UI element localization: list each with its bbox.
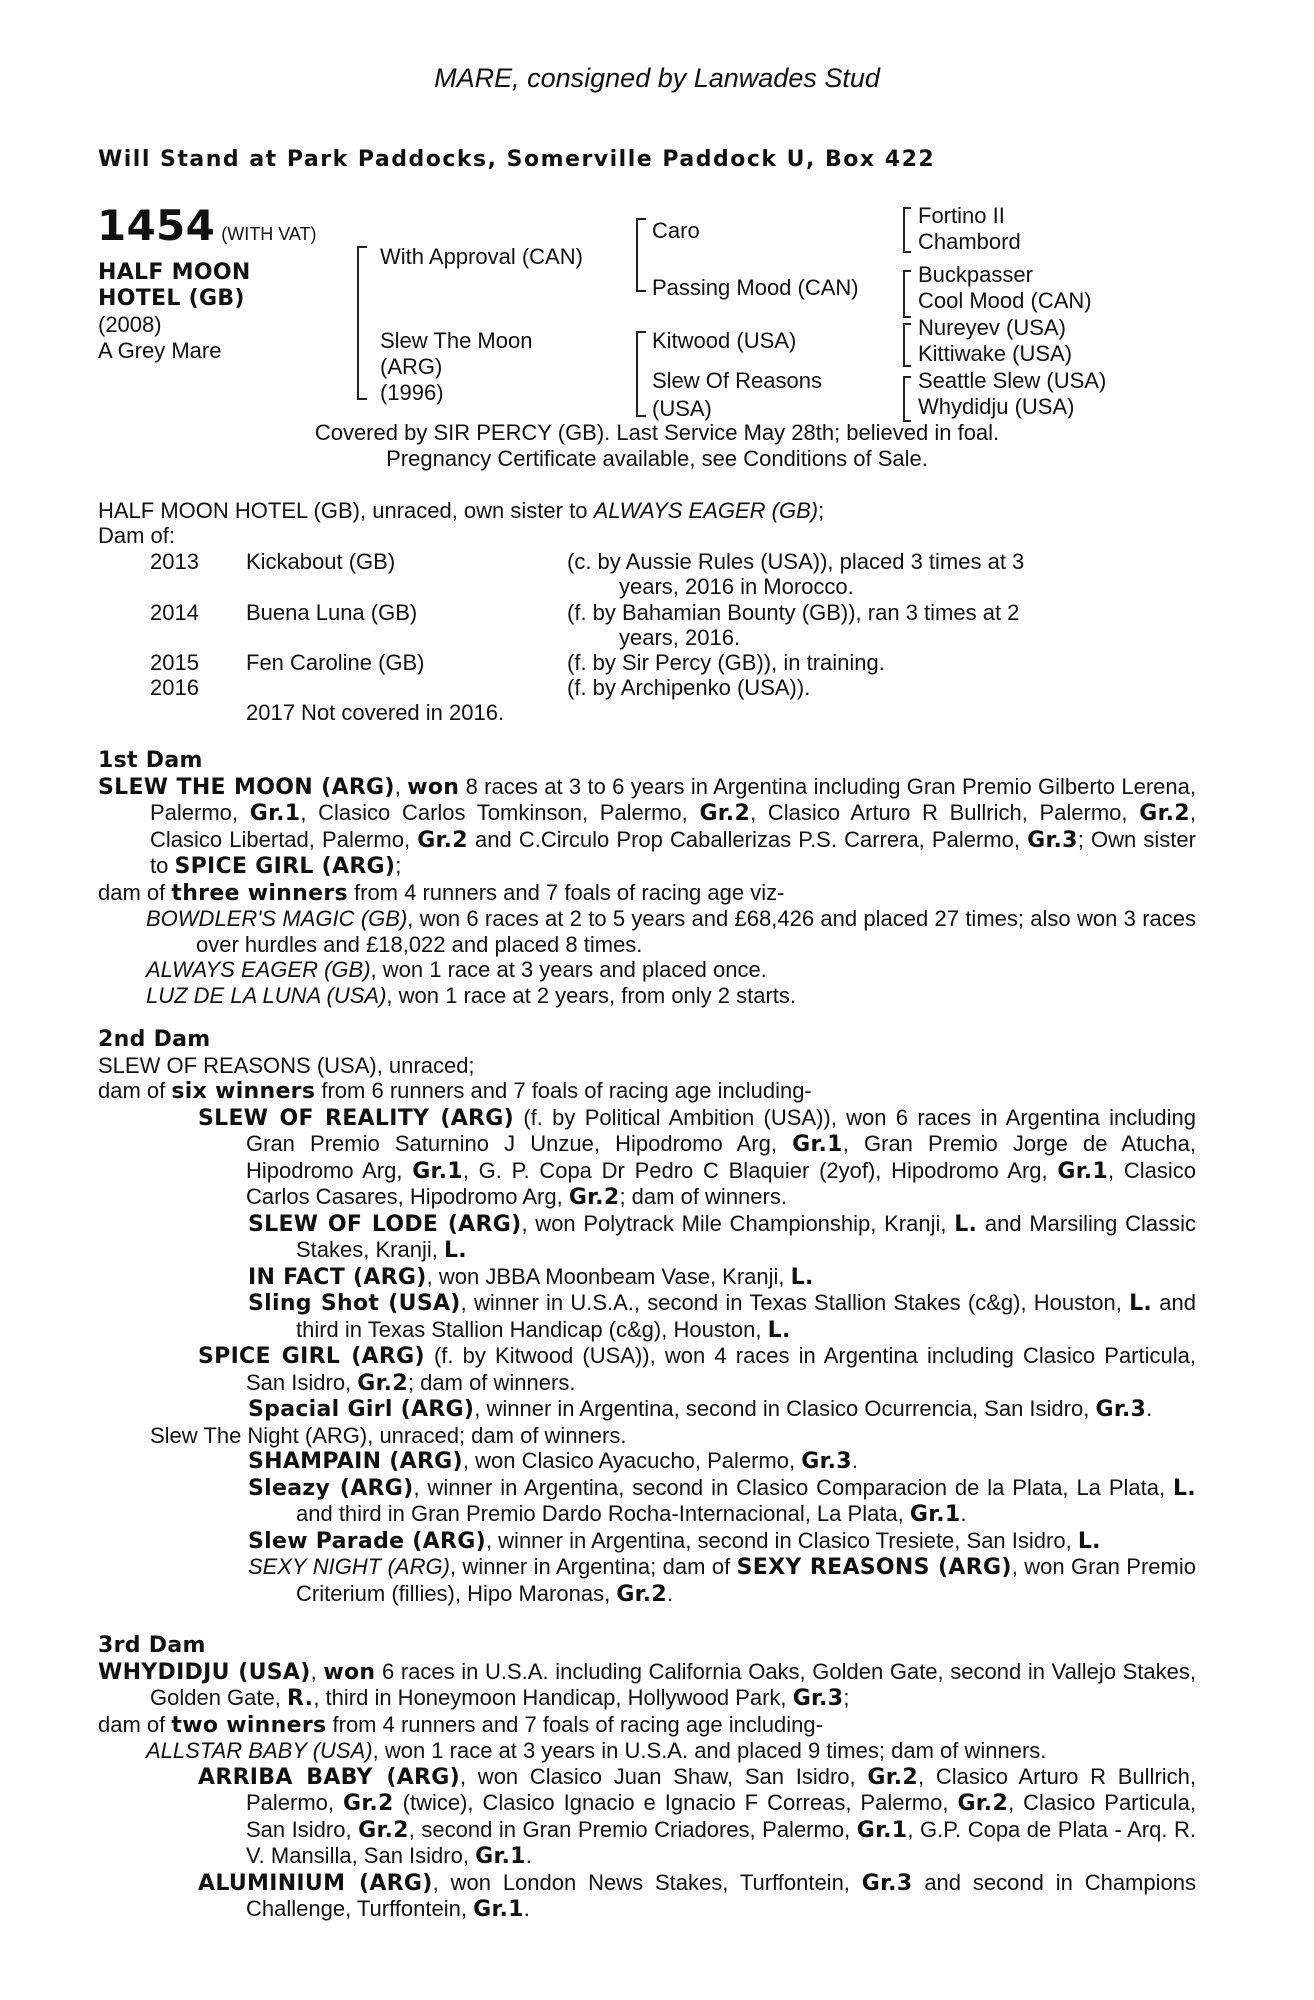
runner-text: , won 1 race at 3 years in U.S.A. and placed 9 times; dam of winners. (372, 1738, 1047, 1763)
text: dam of (98, 1711, 166, 1737)
runner-text: and second in Champions Challenge, Turffontein, (246, 1869, 1196, 1921)
grade: L. (1172, 1475, 1196, 1501)
won-label: won (323, 1659, 376, 1685)
runner-item (98, 1528, 1196, 1555)
horse-description: A Grey Mare (98, 338, 222, 363)
dam-sire: Kitwood (USA) (652, 328, 797, 353)
runner-text: (twice), Clasico Ignacio e Ignacio F Correas, Palermo, (402, 1790, 949, 1815)
location-line: Will Stand at Park Paddocks, Somerville Paddock U, Box 422 (98, 147, 936, 172)
runner-name: Spacial Girl (ARG) (248, 1397, 475, 1422)
sds: Buckpasser (918, 262, 1033, 287)
runner-text: , won Clasico Ayacucho, Palermo, (462, 1448, 796, 1473)
first-dam-heading: 1st Dam (98, 748, 203, 773)
runner-item (98, 1396, 1196, 1423)
runner-text: , won 6 races at 2 to 5 years and £68,426 and placed 27 times; also won 3 races over hurdles and £18,022 and placed 8 times. (196, 906, 1196, 957)
text: dam of (98, 879, 166, 905)
produce-note: (c. by Aussie Rules (USA)), placed 3 times at 3 (567, 549, 1025, 574)
produce-year: 2014 (150, 600, 199, 625)
runner-text: , Clasico Particula, San Isidro, (246, 1790, 1196, 1842)
second-dam-line: SLEW OF REASONS (USA), unraced; (98, 1052, 475, 1078)
punct: . (525, 1843, 532, 1868)
runner-name: SEXY NIGHT (ARG) (248, 1554, 450, 1579)
intro-sister: ALWAYS EAGER (GB) (593, 498, 819, 523)
second-dam-daughter: Slew The Night (ARG), unraced; dam of winners. (150, 1422, 627, 1448)
sire: With Approval (CAN) (380, 244, 583, 269)
runner-name: BOWDLER'S MAGIC (GB) (146, 906, 408, 931)
dds: Seattle Slew (USA) (918, 368, 1107, 393)
runner-text: , won London News Stakes, Turffontein, (432, 1869, 850, 1895)
dsd: Kittiwake (USA) (918, 341, 1073, 366)
record-text: and C.Circulo Prop Caballerizas P.S. Carrera, Palermo, (474, 826, 1020, 852)
record-text: , Clasico Libertad, Palermo, (150, 800, 1196, 852)
punct: . (1146, 1396, 1153, 1421)
first-dam-produce-summary (98, 880, 1196, 907)
third-dam-name: WHYDIDJU (USA) (98, 1659, 311, 1685)
runner-name: SHAMPAIN (ARG) (248, 1449, 463, 1474)
punct: . (523, 1896, 530, 1921)
pedigree-brace-1 (357, 246, 367, 400)
pedigree-brace-2b (636, 331, 646, 417)
grade: Gr.2 (1139, 801, 1190, 826)
runner-text: , won JBBA Moonbeam Vase, Kranji, (426, 1263, 785, 1289)
grade: R. (287, 1686, 314, 1711)
runner-text: ; dam of winners. (407, 1369, 576, 1395)
grade: Gr.3 (792, 1686, 844, 1711)
runner-text: , winner in U.S.A., second in Texas Stallion Stakes (c&g), Houston, (460, 1290, 1122, 1315)
produce-note: (f. by Sir Percy (GB)), in training. (567, 650, 885, 675)
runner-text: , won Gran Premio Criterium (fillies), Hipo Maronas, (296, 1554, 1196, 1606)
punct: ; (843, 1685, 850, 1710)
second-dam-section (98, 1027, 1196, 1607)
grade: L. (790, 1264, 814, 1290)
grade: Gr.3 (1027, 827, 1078, 853)
record-text: ; Own sister to (150, 826, 1196, 878)
grade: Gr.1 (475, 1844, 526, 1869)
grade: Gr.2 (867, 1764, 919, 1790)
runner-item (98, 1448, 1196, 1475)
runner-item (98, 1211, 1196, 1264)
won-label: won (407, 774, 460, 800)
pregnancy-line: Pregnancy Certificate available, see Conditions of Sale. (386, 446, 928, 471)
produce-note: (f. by Bahamian Bounty (GB)), ran 3 times at 2 (567, 600, 1020, 625)
pedigree-brace-3c (903, 323, 911, 367)
pedigree-brace-3d (903, 376, 911, 422)
punct: . (666, 1580, 674, 1606)
record-text: , Clasico Carlos Tomkinson, Palermo, (300, 800, 688, 825)
grade: Gr.2 (357, 1370, 408, 1396)
punct: . (960, 1501, 967, 1526)
runner-name: SLEW OF LODE (ARG) (248, 1211, 522, 1237)
record-text: 6 races in U.S.A. including California Oaks, Golden Gate, second in Vallejo Stakes, Golden Gate, (150, 1658, 1196, 1710)
ddd: Whydidju (USA) (918, 394, 1075, 419)
first-dam-record (98, 774, 1196, 880)
third-dam-produce-summary (98, 1712, 1196, 1739)
intro-end: ; (818, 498, 825, 523)
winners-count: six winners (171, 1079, 316, 1104)
grade: Gr.2 (343, 1791, 394, 1816)
sdd: Cool Mood (CAN) (918, 288, 1092, 313)
text: from 6 runners and 7 foals of racing age including- (321, 1078, 812, 1103)
runner-text: and third in Texas Stallion Handicap (c&g), Houston, (296, 1290, 1196, 1342)
grade: Gr.1 (856, 1817, 908, 1843)
runner-item (98, 957, 1196, 983)
horse-name-1: HALF MOON (98, 260, 251, 285)
dss: Nureyev (USA) (918, 315, 1066, 340)
grade: Gr.3 (1095, 1397, 1147, 1422)
grade: Gr.3 (861, 1870, 913, 1896)
runner-text: , G.P. Copa de Plata - Arq. R. V. Mansilla, San Isidro, (246, 1816, 1196, 1868)
runner-item (98, 1264, 1196, 1291)
grade: Gr.2 (417, 827, 468, 853)
runner-item (98, 1105, 1196, 1211)
produce-name: Kickabout (GB) (246, 549, 396, 574)
vat-label: (WITH VAT) (221, 224, 317, 244)
punct: , (394, 773, 401, 799)
runner-text: ; dam of winners. (619, 1184, 787, 1209)
runner-text: , winner in Argentina, second in Clasico Tresiete, San Isidro, (485, 1527, 1072, 1553)
record-text: , Clasico Arturo R Bullrich, Palermo, (750, 800, 1128, 825)
punct: . (851, 1448, 858, 1473)
grade: Gr.2 (568, 1185, 620, 1210)
covered-line: Covered by SIR PERCY (GB). Last Service May 28th; believed in foal. (314, 420, 1000, 445)
runner-text: , won Clasico Juan Shaw, San Isidro, (459, 1763, 856, 1789)
pedigree-brace-2a (636, 218, 646, 292)
runner-text: , second in Gran Premio Criadores, Palermo, (408, 1816, 851, 1842)
runner-name: Sling Shot (USA) (248, 1291, 461, 1316)
dam-dam-1: Slew Of Reasons (652, 368, 822, 393)
page-title: MARE, consigned by Lanwades Stud (434, 63, 880, 93)
dam-dam-2: (USA) (652, 396, 712, 421)
runner-text: , winner in Argentina; dam of (449, 1554, 731, 1579)
grade: L. (1077, 1528, 1101, 1554)
runner-item (98, 983, 1196, 1009)
dam-of-label: Dam of: (98, 523, 176, 548)
dam-line3: (1996) (380, 380, 444, 405)
intro-line (98, 498, 824, 523)
runner-item (98, 1475, 1196, 1528)
runner-text: , won Polytrack Mile Championship, Kranji, (521, 1210, 947, 1236)
runner-text: and third in Gran Premio Dardo Rocha-Internacional, La Plata, (296, 1501, 904, 1526)
runner-text: , Clasico Arturo R Bullrich, Palermo, (246, 1763, 1197, 1815)
runner-name: Slew Parade (ARG) (248, 1528, 486, 1554)
winners-count: three winners (171, 880, 348, 906)
sister-name: SPICE GIRL (ARG) (174, 854, 396, 879)
runner-name: Sleazy (ARG) (248, 1475, 414, 1501)
runner-text: , won 1 race at 2 years, from only 2 starts. (386, 982, 797, 1008)
text: from 4 runners and 7 foals of racing age viz- (354, 879, 785, 905)
dam-line2: (ARG) (380, 354, 443, 379)
runner-name: ALUMINIUM (ARG) (198, 1870, 433, 1896)
runner-item (98, 906, 1196, 957)
pedigree-brace-3a (903, 207, 911, 253)
third-dam-heading: 3rd Dam (98, 1633, 206, 1658)
third-dam-record (98, 1659, 1196, 1712)
first-dam-section (98, 748, 1196, 1008)
runner-text: (f. by Political Ambition (USA)), won 6 races in Argentina including Gran Premio Saturnino J Unzue, Hipodromo Arg, (246, 1104, 1196, 1156)
intro-text: HALF MOON HOTEL (GB), unraced, own sister to (98, 498, 588, 523)
punct: , (310, 1658, 317, 1684)
runner-text: , won 1 race at 3 years and placed once. (370, 957, 767, 982)
runner-item (98, 1764, 1196, 1870)
produce-year: 2013 (150, 549, 199, 574)
runner-name: ALWAYS EAGER (GB) (146, 957, 371, 982)
ssd: Chambord (918, 229, 1021, 254)
produce-note: (f. by Archipenko (USA)). (567, 675, 811, 700)
second-dam-heading: 2nd Dam (98, 1027, 211, 1052)
runner-name: ARRIBA BABY (ARG) (198, 1764, 460, 1790)
horse-name-2: HOTEL (GB) (98, 286, 245, 311)
grade: Gr.2 (616, 1581, 667, 1607)
sire-dam: Passing Mood (CAN) (652, 275, 859, 300)
produce-name: Buena Luna (GB) (246, 600, 418, 625)
runner-name: SEXY REASONS (ARG) (736, 1555, 1012, 1580)
grade: L. (443, 1238, 467, 1263)
runner-text: , winner in Argentina, second in Clasico Comparacion de la Plata, La Plata, (413, 1474, 1166, 1500)
runner-name: LUZ DE LA LUNA (USA) (146, 982, 387, 1008)
produce-year: 2016 (150, 675, 199, 700)
runner-item (98, 1738, 1196, 1764)
lot-number-row (97, 201, 317, 250)
grade: Gr.1 (1057, 1158, 1108, 1184)
runner-text: , winner in Argentina, second in Clasico Ocurrencia, San Isidro, (474, 1396, 1090, 1421)
winners-count: two winners (171, 1712, 327, 1738)
text: from 4 runners and 7 foals of racing age including- (332, 1711, 823, 1737)
sire-sire: Caro (652, 218, 700, 243)
record-text: , third in Honeymoon Handicap, Hollywood Park, (313, 1685, 787, 1710)
runner-item (98, 1554, 1196, 1607)
not-covered-note: 2017 Not covered in 2016. (246, 700, 505, 725)
grade: Gr.1 (909, 1502, 961, 1527)
produce-note-cont: years, 2016 in Morocco. (619, 574, 854, 599)
pedigree-brace-3b (903, 270, 911, 318)
sss: Fortino II (918, 203, 1005, 228)
runner-name: SPICE GIRL (ARG) (198, 1344, 425, 1369)
runner-name: SLEW OF REALITY (ARG) (198, 1105, 515, 1131)
grade: L. (954, 1211, 978, 1237)
lot-number: 1454 (97, 201, 216, 250)
grade: Gr.1 (412, 1158, 463, 1184)
runner-name: IN FACT (ARG) (248, 1264, 427, 1290)
grade: Gr.2 (957, 1791, 1009, 1816)
punct: ; (395, 853, 402, 878)
grade: Gr.2 (699, 801, 751, 826)
runner-text: (f. by Kitwood (USA)), won 4 races in Argentina including Clasico Particula, San Isidro, (246, 1343, 1196, 1395)
first-dam-name: SLEW THE MOON (ARG) (98, 774, 395, 800)
runner-name: ALLSTAR BABY (USA) (146, 1738, 373, 1763)
grade: L. (1129, 1291, 1153, 1316)
runner-text: , Gran Premio Jorge de Atucha, Hipodromo Arg, (246, 1131, 1196, 1183)
produce-note-cont: years, 2016. (619, 625, 741, 650)
runner-text: , Clasico Carlos Casares, Hipodromo Arg, (246, 1157, 1196, 1209)
produce-year: 2015 (150, 650, 199, 675)
grade: Gr.1 (473, 1897, 524, 1922)
runner-item (98, 1870, 1196, 1923)
grade: Gr.3 (801, 1449, 852, 1474)
runner-item (98, 1290, 1196, 1343)
produce-name: Fen Caroline (GB) (246, 650, 425, 675)
text: dam of (98, 1078, 166, 1103)
runner-text: , G. P. Copa Dr Pedro C Blaquier (2yof), Hipodromo Arg, (462, 1157, 1048, 1183)
grade: Gr.1 (792, 1132, 843, 1157)
third-dam-section (98, 1633, 1196, 1923)
runner-text: and Marsiling Classic Stakes, Kranji, (296, 1210, 1196, 1262)
grade: Gr.1 (249, 801, 301, 826)
grade: Gr.2 (358, 1817, 409, 1843)
record-text: 8 races at 3 to 6 years in Argentina including Gran Premio Gilberto Lerena, Palermo, (150, 773, 1196, 825)
foaled-year: (2008) (98, 312, 162, 337)
second-dam-produce-summary (98, 1078, 1196, 1105)
runner-item (98, 1343, 1196, 1396)
grade: L. (767, 1317, 791, 1343)
dam-line1: Slew The Moon (380, 328, 533, 353)
